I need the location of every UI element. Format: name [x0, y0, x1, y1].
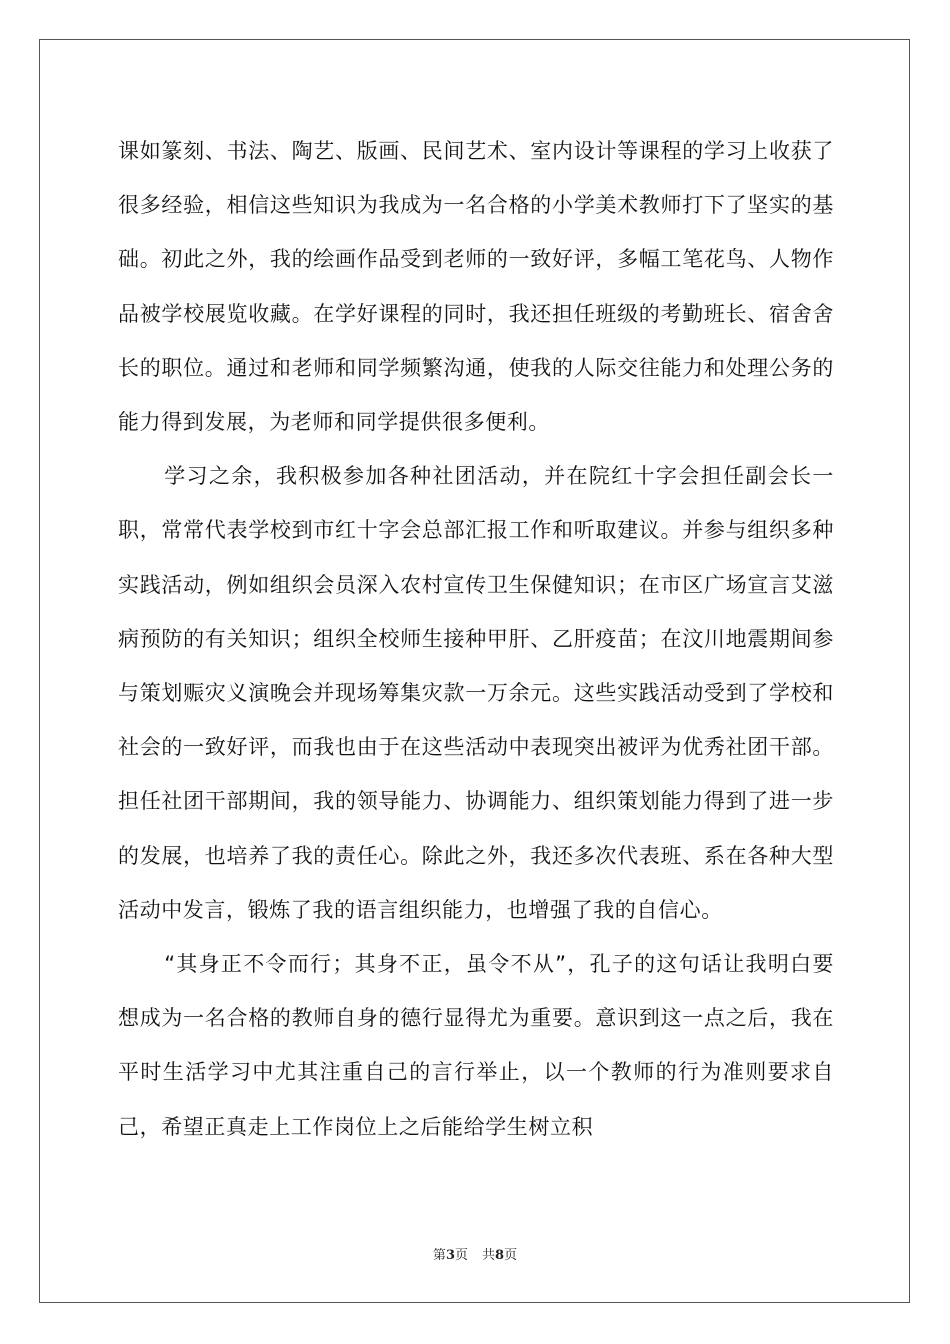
paragraph-3: “其身正不令而行；其身不正，虽令不从”，孔子的这句话让我明白要想成为一名合格的教师自身的德行显得尤为重要。意识到这一点之后，我在平时生活学习中尤其注重自己的言行举止，以一个教师的行为准则要求自己，希望正真走上工作岗位上之后能给学生树立积: [118, 952, 834, 1139]
page-suffix: 页: [454, 1248, 468, 1263]
paragraph-2: 学习之余，我积极参加各种社团活动，并在院红十字会担任副会长一职，常常代表学校到市红十字会总部汇报工作和听取建议。并参与组织多种实践活动，例如组织会员深入农村宣传卫生保健知识；在市区广场宣言艾滋病预防的有关知识；组织全校师生接种甲肝、乙肝疫苗；在汶川地震期间参与策划赈灾义演晚会并现场筹集灾款一万余元。这些实践活动受到了学校和社会的一致好评，而我也由于在这些活动中表现突出被评为优秀社团干部。担任社团干部期间，我的领导能力、协调能力、组织策划能力得到了进一步的发展，也培养了我的责任心。除此之外，我还多次代表班、系在各种大型活动中发言，锻炼了我的语言组织能力，也增强了我的自信心。: [118, 464, 834, 922]
total-suffix: 页: [504, 1248, 518, 1263]
total-pages: 8: [495, 1248, 505, 1263]
total-prefix: 共: [482, 1248, 496, 1263]
paragraph-1: 课如篆刻、书法、陶艺、版画、民间艺术、室内设计等课程的学习上收获了很多经验，相信这些知识为我成为一名合格的小学美术教师打下了坚实的基础。初此之外，我的绘画作品受到老师的一致好评，多幅工笔花鸟、人物作品被学校展览收藏。在学好课程的同时，我还担任班级的考勤班长、宿舍舍长的职位。通过和老师和同学频繁沟通，使我的人际交往能力和处理公务的能力得到发展，为老师和同学提供很多便利。: [118, 139, 834, 435]
document-body: [118, 124, 834, 1154]
page-footer: [0, 1244, 950, 1263]
page-prefix: 第: [432, 1248, 446, 1263]
page-number: 3: [445, 1248, 455, 1263]
